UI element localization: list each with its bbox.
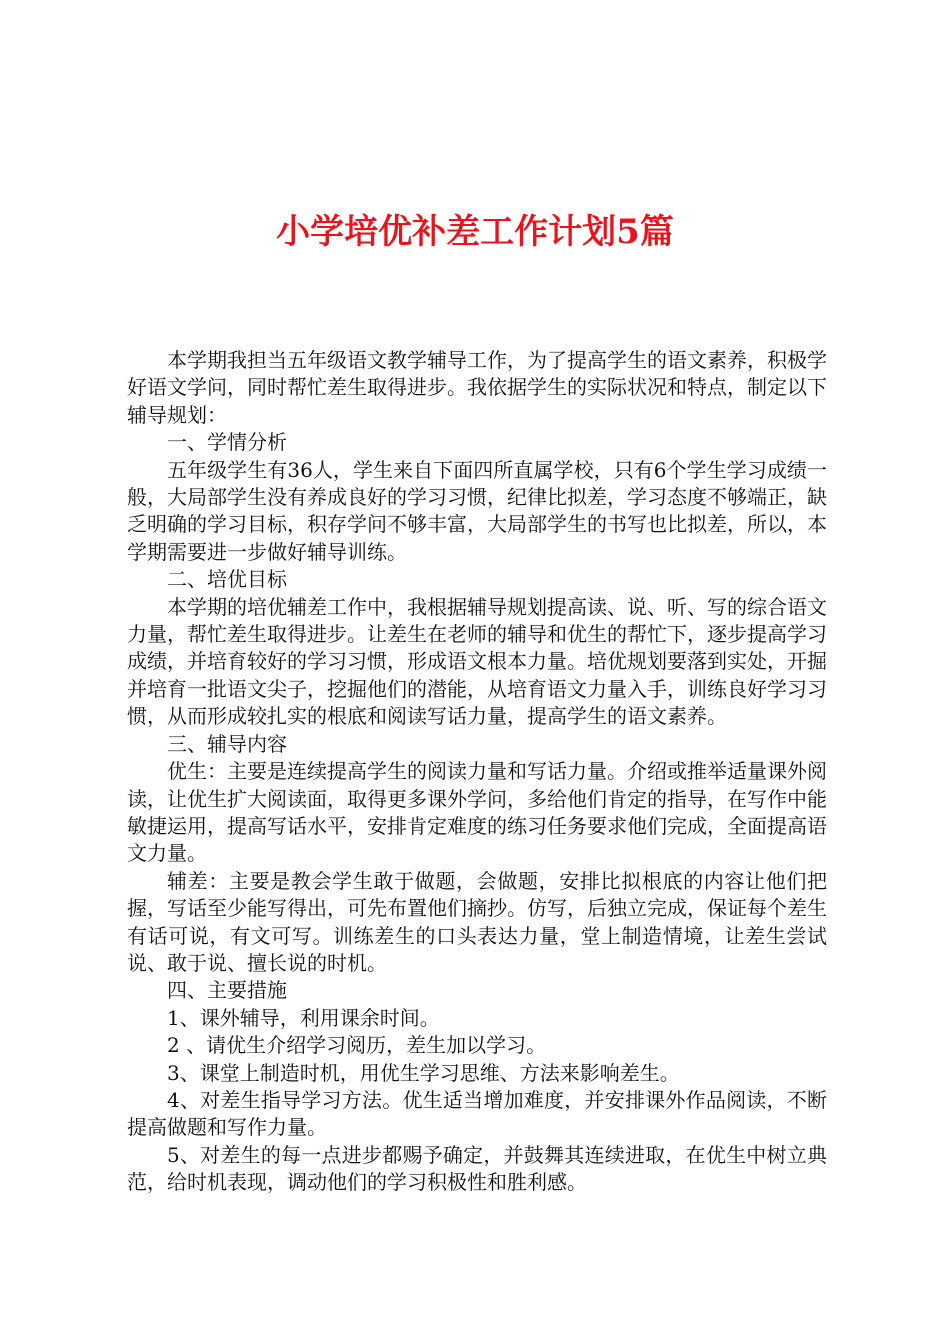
- section-heading-measures: 四、主要措施: [167, 978, 287, 1003]
- document-body: [127, 347, 827, 1197]
- section-heading-analysis: 一、学情分析: [167, 430, 287, 455]
- measure-item-4: 4、对差生指导学习方法。优生适当增加难度，并安排课外作品阅读，不断提高做题和写作力量。: [127, 1087, 827, 1140]
- paragraph-intro: 本学期我担当五年级语文教学辅导工作，为了提高学生的语文素养，积极学好语文学问，同时帮忙差生取得进步。我依据学生的实际状况和特点，制定以下辅导规划：: [127, 348, 827, 427]
- measure-item-5: 5、对差生的每一点进步都赐予确定，并鼓舞其连续进取，在优生中树立典范，给时机表现，调动他们的学习积极性和胜利感。: [127, 1142, 827, 1195]
- paragraph-weak-students: 辅差：主要是教会学生敢于做题，会做题，安排比拟根底的内容让他们把握，写话至少能写得出，可先布置他们摘抄。仿写，后独立完成，保证每个差生有话可说，有文可写。训练差生的口头表达力量，堂上制造情境，让差生尝试说、敢于说、擅长说的时机。: [127, 868, 827, 975]
- section-heading-goals: 二、培优目标: [167, 567, 287, 592]
- paragraph-analysis: 五年级学生有36人，学生来自下面四所直属学校，只有6个学生学习成绩一般，大局部学生没有养成良好的学习习惯，纪律比拟差，学习态度不够端正，缺乏明确的学习目标，积存学问不够丰富，大局部学生的书写也比拟差，所以，本学期需要进一步做好辅导训练。: [127, 457, 827, 564]
- paragraph-goals: 本学期的培优辅差工作中，我根据辅导规划提高读、说、听、写的综合语文力量，帮忙差生取得进步。让差生在老师的辅导和优生的帮忙下，逐步提高学习成绩，并培育较好的学习习惯，形成语文根本力量。培优规划要落到实处，开掘并培育一批语文尖子，挖掘他们的潜能，从培育语文力量入手，训练良好学习习惯，从而形成较扎实的根底和阅读写话力量，提高学生的语文素养。: [127, 594, 827, 729]
- section-heading-content: 三、辅导内容: [167, 731, 287, 756]
- measure-item-2: 2 、请优生介绍学习阅历，差生加以学习。: [167, 1033, 547, 1058]
- measure-item-3: 3、课堂上制造时机，用优生学习思维、方法来影响差生。: [167, 1060, 680, 1085]
- paragraph-top-students: 优生：主要是连续提高学生的阅读力量和写话力量。介绍或推举适量课外阅读，让优生扩大阅读面，取得更多课外学问，多给他们肯定的指导，在写作中能敏捷运用，提高写话水平，安排肯定难度的练习任务要求他们完成，全面提高语文力量。: [127, 759, 827, 866]
- measure-item-1: 1、课外辅导，利用课余时间。: [167, 1005, 440, 1030]
- document-title: 小学培优补差工作计划5篇: [276, 212, 674, 252]
